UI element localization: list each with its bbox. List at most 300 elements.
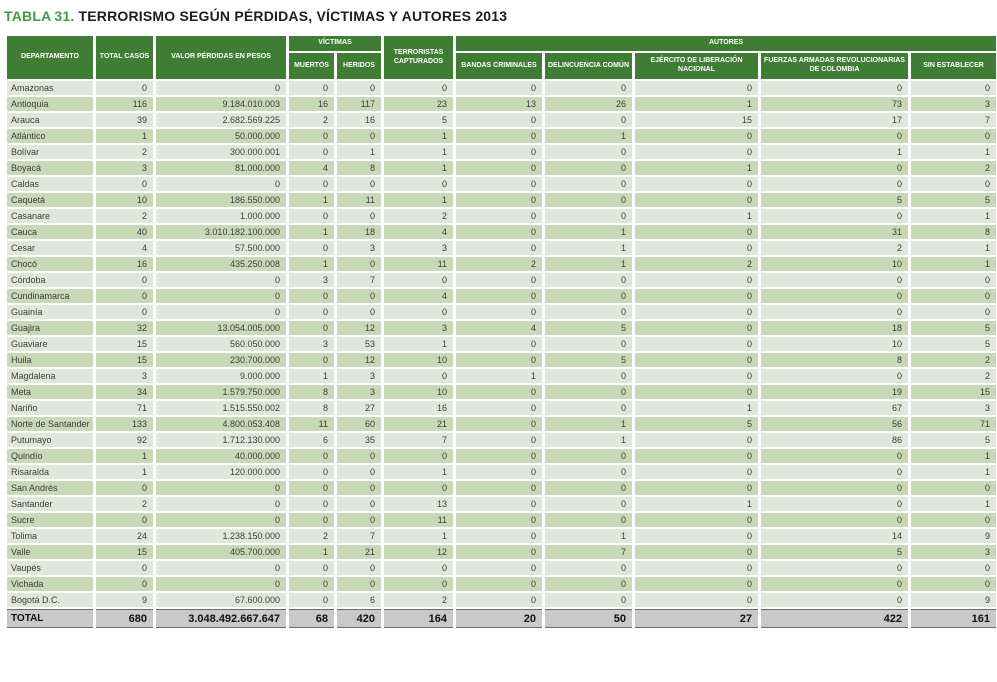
value-cell: 17	[761, 113, 908, 127]
total-value-cell: 27	[635, 609, 758, 628]
value-cell: 0	[289, 561, 334, 575]
value-cell: 1	[545, 257, 632, 271]
department-cell: Bogotá D.C.	[7, 593, 93, 607]
value-cell: 57.500.000	[156, 241, 286, 255]
value-cell: 3.010.182.100.000	[156, 225, 286, 239]
value-cell: 0	[156, 561, 286, 575]
department-cell: Cauca	[7, 225, 93, 239]
value-cell: 0	[289, 481, 334, 495]
value-cell: 0	[545, 305, 632, 319]
value-cell: 0	[761, 449, 908, 463]
value-cell: 0	[635, 193, 758, 207]
value-cell: 1	[911, 449, 996, 463]
table-row	[7, 289, 996, 303]
value-cell: 0	[911, 81, 996, 95]
value-cell: 0	[761, 209, 908, 223]
value-cell: 1	[635, 401, 758, 415]
value-cell: 0	[545, 401, 632, 415]
value-cell: 32	[96, 321, 153, 335]
table-row	[7, 513, 996, 527]
value-cell: 0	[635, 145, 758, 159]
total-value-cell: 50	[545, 609, 632, 628]
group-header-autores: AUTORES	[456, 36, 996, 51]
value-cell: 2	[289, 113, 334, 127]
value-cell: 0	[337, 289, 381, 303]
value-cell: 5	[911, 433, 996, 447]
value-cell: 1	[635, 497, 758, 511]
value-cell: 0	[337, 481, 381, 495]
col-header-departamento: DEPARTAMENTO	[7, 36, 93, 79]
value-cell: 1	[911, 241, 996, 255]
value-cell: 0	[456, 337, 542, 351]
value-cell: 0	[289, 449, 334, 463]
department-cell: Cundinamarca	[7, 289, 93, 303]
value-cell: 81.000.000	[156, 161, 286, 175]
terrorism-statistics-table	[4, 34, 997, 630]
value-cell: 0	[635, 465, 758, 479]
total-value-cell: 164	[384, 609, 453, 628]
col-header-bandas-criminales: BANDAS CRIMINALES	[456, 53, 542, 79]
value-cell: 0	[635, 225, 758, 239]
total-value-cell: 20	[456, 609, 542, 628]
value-cell: 1	[384, 145, 453, 159]
value-cell: 5	[911, 193, 996, 207]
value-cell: 1	[545, 129, 632, 143]
value-cell: 5	[545, 353, 632, 367]
value-cell: 0	[761, 273, 908, 287]
table-row	[7, 241, 996, 255]
value-cell: 10	[384, 353, 453, 367]
value-cell: 0	[384, 305, 453, 319]
value-cell: 2	[635, 257, 758, 271]
department-cell: Guainía	[7, 305, 93, 319]
value-cell: 117	[337, 97, 381, 111]
department-cell: Antioquia	[7, 97, 93, 111]
value-cell: 0	[911, 129, 996, 143]
value-cell: 0	[911, 305, 996, 319]
value-cell: 1	[337, 145, 381, 159]
value-cell: 0	[761, 561, 908, 575]
department-cell: Chocó	[7, 257, 93, 271]
value-cell: 0	[156, 513, 286, 527]
value-cell: 1	[96, 129, 153, 143]
department-cell: Tolima	[7, 529, 93, 543]
value-cell: 10	[96, 193, 153, 207]
total-value-cell: 68	[289, 609, 334, 628]
value-cell: 5	[545, 321, 632, 335]
value-cell: 15	[96, 353, 153, 367]
table-row	[7, 577, 996, 591]
value-cell: 3	[96, 369, 153, 383]
header-group-row	[7, 36, 996, 51]
value-cell: 53	[337, 337, 381, 351]
value-cell: 0	[456, 577, 542, 591]
value-cell: 13	[456, 97, 542, 111]
col-header-muertos: MUERTOS	[289, 53, 334, 79]
department-cell: Risaralda	[7, 465, 93, 479]
value-cell: 12	[384, 545, 453, 559]
value-cell: 0	[545, 113, 632, 127]
value-cell: 1	[635, 209, 758, 223]
value-cell: 0	[635, 529, 758, 543]
value-cell: 0	[761, 289, 908, 303]
value-cell: 5	[911, 321, 996, 335]
table-row	[7, 337, 996, 351]
value-cell: 0	[456, 385, 542, 399]
value-cell: 0	[337, 209, 381, 223]
value-cell: 0	[156, 289, 286, 303]
value-cell: 1	[545, 433, 632, 447]
value-cell: 3	[337, 369, 381, 383]
value-cell: 34	[96, 385, 153, 399]
value-cell: 8	[289, 385, 334, 399]
value-cell: 1	[384, 129, 453, 143]
value-cell: 0	[456, 561, 542, 575]
col-header-valor-perdidas: VALOR PÉRDIDAS EN PESOS	[156, 36, 286, 79]
value-cell: 1	[456, 369, 542, 383]
value-cell: 186.550.000	[156, 193, 286, 207]
value-cell: 0	[156, 177, 286, 191]
value-cell: 0	[289, 353, 334, 367]
table-row	[7, 593, 996, 607]
value-cell: 4.800.053.408	[156, 417, 286, 431]
table-row	[7, 257, 996, 271]
value-cell: 0	[456, 81, 542, 95]
department-cell: Norte de Santander	[7, 417, 93, 431]
value-cell: 0	[635, 129, 758, 143]
value-cell: 16	[337, 113, 381, 127]
value-cell: 0	[456, 177, 542, 191]
department-cell: Huila	[7, 353, 93, 367]
value-cell: 67	[761, 401, 908, 415]
value-cell: 0	[545, 193, 632, 207]
value-cell: 1	[384, 193, 453, 207]
value-cell: 0	[384, 177, 453, 191]
value-cell: 435.250.008	[156, 257, 286, 271]
value-cell: 0	[456, 529, 542, 543]
value-cell: 40	[96, 225, 153, 239]
value-cell: 16	[384, 401, 453, 415]
value-cell: 0	[289, 177, 334, 191]
value-cell: 0	[635, 241, 758, 255]
value-cell: 0	[456, 401, 542, 415]
value-cell: 1	[384, 529, 453, 543]
department-cell: Meta	[7, 385, 93, 399]
value-cell: 0	[289, 209, 334, 223]
department-cell: San Andrés	[7, 481, 93, 495]
value-cell: 0	[337, 513, 381, 527]
value-cell: 14	[761, 529, 908, 543]
value-cell: 40.000.000	[156, 449, 286, 463]
value-cell: 27	[337, 401, 381, 415]
value-cell: 1	[911, 209, 996, 223]
value-cell: 0	[156, 481, 286, 495]
value-cell: 86	[761, 433, 908, 447]
col-header-sin-establecer: SIN ESTABLECER	[911, 53, 996, 79]
value-cell: 0	[156, 305, 286, 319]
table-header	[7, 36, 996, 79]
value-cell: 0	[337, 497, 381, 511]
value-cell: 9	[96, 593, 153, 607]
department-cell: Guaviare	[7, 337, 93, 351]
value-cell: 1	[761, 145, 908, 159]
value-cell: 1	[289, 257, 334, 271]
value-cell: 0	[289, 81, 334, 95]
value-cell: 0	[545, 465, 632, 479]
value-cell: 39	[96, 113, 153, 127]
value-cell: 1	[384, 337, 453, 351]
value-cell: 116	[96, 97, 153, 111]
value-cell: 405.700.000	[156, 545, 286, 559]
value-cell: 0	[761, 369, 908, 383]
value-cell: 0	[545, 385, 632, 399]
value-cell: 0	[337, 561, 381, 575]
col-header-terroristas-capturados: TERRORISTAS CAPTURADOS	[384, 36, 453, 79]
value-cell: 3	[96, 161, 153, 175]
value-cell: 0	[635, 81, 758, 95]
value-cell: 21	[337, 545, 381, 559]
value-cell: 1.579.750.000	[156, 385, 286, 399]
value-cell: 300.000.001	[156, 145, 286, 159]
value-cell: 1	[545, 241, 632, 255]
value-cell: 1	[96, 465, 153, 479]
value-cell: 1.238.150.000	[156, 529, 286, 543]
value-cell: 1	[384, 465, 453, 479]
value-cell: 3	[911, 401, 996, 415]
value-cell: 1	[911, 257, 996, 271]
table-row	[7, 81, 996, 95]
value-cell: 0	[337, 177, 381, 191]
value-cell: 11	[289, 417, 334, 431]
value-cell: 92	[96, 433, 153, 447]
table-row	[7, 161, 996, 175]
total-value-cell: 680	[96, 609, 153, 628]
value-cell: 0	[96, 273, 153, 287]
value-cell: 0	[456, 209, 542, 223]
value-cell: 0	[384, 561, 453, 575]
value-cell: 7	[911, 113, 996, 127]
value-cell: 0	[289, 577, 334, 591]
value-cell: 4	[96, 241, 153, 255]
department-cell: Guajira	[7, 321, 93, 335]
table-row	[7, 401, 996, 415]
value-cell: 8	[761, 353, 908, 367]
value-cell: 0	[761, 593, 908, 607]
value-cell: 560.050.000	[156, 337, 286, 351]
department-cell: Atlántico	[7, 129, 93, 143]
value-cell: 0	[96, 81, 153, 95]
value-cell: 7	[545, 545, 632, 559]
value-cell: 2	[384, 593, 453, 607]
value-cell: 0	[545, 577, 632, 591]
value-cell: 0	[384, 273, 453, 287]
value-cell: 0	[456, 481, 542, 495]
table-row	[7, 481, 996, 495]
value-cell: 67.600.000	[156, 593, 286, 607]
value-cell: 11	[337, 193, 381, 207]
value-cell: 13	[384, 497, 453, 511]
value-cell: 1	[545, 529, 632, 543]
value-cell: 0	[456, 273, 542, 287]
value-cell: 1	[635, 97, 758, 111]
department-cell: Cesar	[7, 241, 93, 255]
value-cell: 0	[545, 593, 632, 607]
value-cell: 0	[289, 305, 334, 319]
value-cell: 0	[545, 369, 632, 383]
value-cell: 9	[911, 593, 996, 607]
table-row	[7, 417, 996, 431]
value-cell: 7	[337, 529, 381, 543]
table-row	[7, 433, 996, 447]
table-row	[7, 209, 996, 223]
value-cell: 0	[289, 289, 334, 303]
department-cell: Amazonas	[7, 81, 93, 95]
value-cell: 73	[761, 97, 908, 111]
table-row	[7, 129, 996, 143]
value-cell: 0	[456, 465, 542, 479]
value-cell: 0	[911, 273, 996, 287]
value-cell: 0	[156, 81, 286, 95]
value-cell: 0	[635, 433, 758, 447]
value-cell: 0	[456, 113, 542, 127]
department-cell: Sucre	[7, 513, 93, 527]
value-cell: 0	[337, 305, 381, 319]
department-cell: Caquetá	[7, 193, 93, 207]
value-cell: 3	[289, 273, 334, 287]
department-cell: Vaupés	[7, 561, 93, 575]
value-cell: 3	[911, 97, 996, 111]
value-cell: 0	[545, 81, 632, 95]
value-cell: 18	[761, 321, 908, 335]
value-cell: 0	[456, 353, 542, 367]
value-cell: 0	[456, 145, 542, 159]
total-value-cell: 161	[911, 609, 996, 628]
value-cell: 0	[635, 561, 758, 575]
value-cell: 1	[911, 465, 996, 479]
department-cell: Córdoba	[7, 273, 93, 287]
value-cell: 0	[761, 497, 908, 511]
value-cell: 1.515.550.002	[156, 401, 286, 415]
value-cell: 0	[635, 577, 758, 591]
value-cell: 0	[545, 561, 632, 575]
value-cell: 13.054.005.000	[156, 321, 286, 335]
value-cell: 0	[635, 321, 758, 335]
value-cell: 0	[289, 513, 334, 527]
value-cell: 0	[96, 561, 153, 575]
table-row	[7, 385, 996, 399]
value-cell: 0	[456, 497, 542, 511]
value-cell: 0	[456, 289, 542, 303]
value-cell: 0	[545, 449, 632, 463]
value-cell: 2	[96, 497, 153, 511]
department-cell: Valle	[7, 545, 93, 559]
value-cell: 0	[289, 129, 334, 143]
value-cell: 0	[289, 593, 334, 607]
value-cell: 0	[635, 305, 758, 319]
department-cell: Nariño	[7, 401, 93, 415]
value-cell: 2	[384, 209, 453, 223]
value-cell: 31	[761, 225, 908, 239]
value-cell: 120.000.000	[156, 465, 286, 479]
value-cell: 7	[384, 433, 453, 447]
table-row	[7, 497, 996, 511]
department-cell: Boyacá	[7, 161, 93, 175]
value-cell: 0	[156, 497, 286, 511]
value-cell: 6	[289, 433, 334, 447]
value-cell: 1.712.130.000	[156, 433, 286, 447]
table-row	[7, 145, 996, 159]
value-cell: 0	[456, 433, 542, 447]
value-cell: 3	[289, 337, 334, 351]
value-cell: 0	[545, 273, 632, 287]
value-cell: 0	[635, 273, 758, 287]
value-cell: 1	[289, 193, 334, 207]
value-cell: 0	[545, 513, 632, 527]
value-cell: 0	[456, 545, 542, 559]
value-cell: 1	[545, 417, 632, 431]
value-cell: 0	[761, 577, 908, 591]
value-cell: 0	[289, 465, 334, 479]
value-cell: 0	[456, 417, 542, 431]
col-header-farc: FUERZAS ARMADAS REVOLUCIONARIAS DE COLOMBIA	[761, 53, 908, 79]
value-cell: 0	[456, 513, 542, 527]
value-cell: 0	[635, 177, 758, 191]
value-cell: 16	[96, 257, 153, 271]
value-cell: 0	[635, 449, 758, 463]
table-row	[7, 529, 996, 543]
table-title	[4, 8, 995, 24]
value-cell: 1	[545, 225, 632, 239]
col-header-delincuencia-comun: DELINCUENCIA COMÚN	[545, 53, 632, 79]
value-cell: 5	[635, 417, 758, 431]
value-cell: 4	[384, 225, 453, 239]
department-cell: Magdalena	[7, 369, 93, 383]
col-header-heridos: HERIDOS	[337, 53, 381, 79]
value-cell: 0	[289, 321, 334, 335]
value-cell: 10	[761, 337, 908, 351]
value-cell: 0	[337, 449, 381, 463]
value-cell: 0	[384, 577, 453, 591]
table-row	[7, 321, 996, 335]
value-cell: 1	[96, 449, 153, 463]
department-cell: Vichada	[7, 577, 93, 591]
value-cell: 0	[384, 369, 453, 383]
value-cell: 0	[545, 177, 632, 191]
value-cell: 24	[96, 529, 153, 543]
value-cell: 1	[384, 161, 453, 175]
table-row	[7, 97, 996, 111]
value-cell: 71	[911, 417, 996, 431]
value-cell: 15	[96, 545, 153, 559]
value-cell: 18	[337, 225, 381, 239]
value-cell: 0	[289, 241, 334, 255]
value-cell: 0	[911, 513, 996, 527]
value-cell: 1	[911, 497, 996, 511]
value-cell: 0	[761, 81, 908, 95]
value-cell: 0	[545, 497, 632, 511]
value-cell: 26	[545, 97, 632, 111]
group-header-victimas: VÍCTIMAS	[289, 36, 381, 51]
value-cell: 0	[384, 481, 453, 495]
value-cell: 15	[635, 113, 758, 127]
value-cell: 230.700.000	[156, 353, 286, 367]
value-cell: 15	[911, 385, 996, 399]
table-row	[7, 465, 996, 479]
value-cell: 1	[289, 225, 334, 239]
value-cell: 2	[96, 209, 153, 223]
value-cell: 0	[635, 513, 758, 527]
value-cell: 0	[635, 337, 758, 351]
